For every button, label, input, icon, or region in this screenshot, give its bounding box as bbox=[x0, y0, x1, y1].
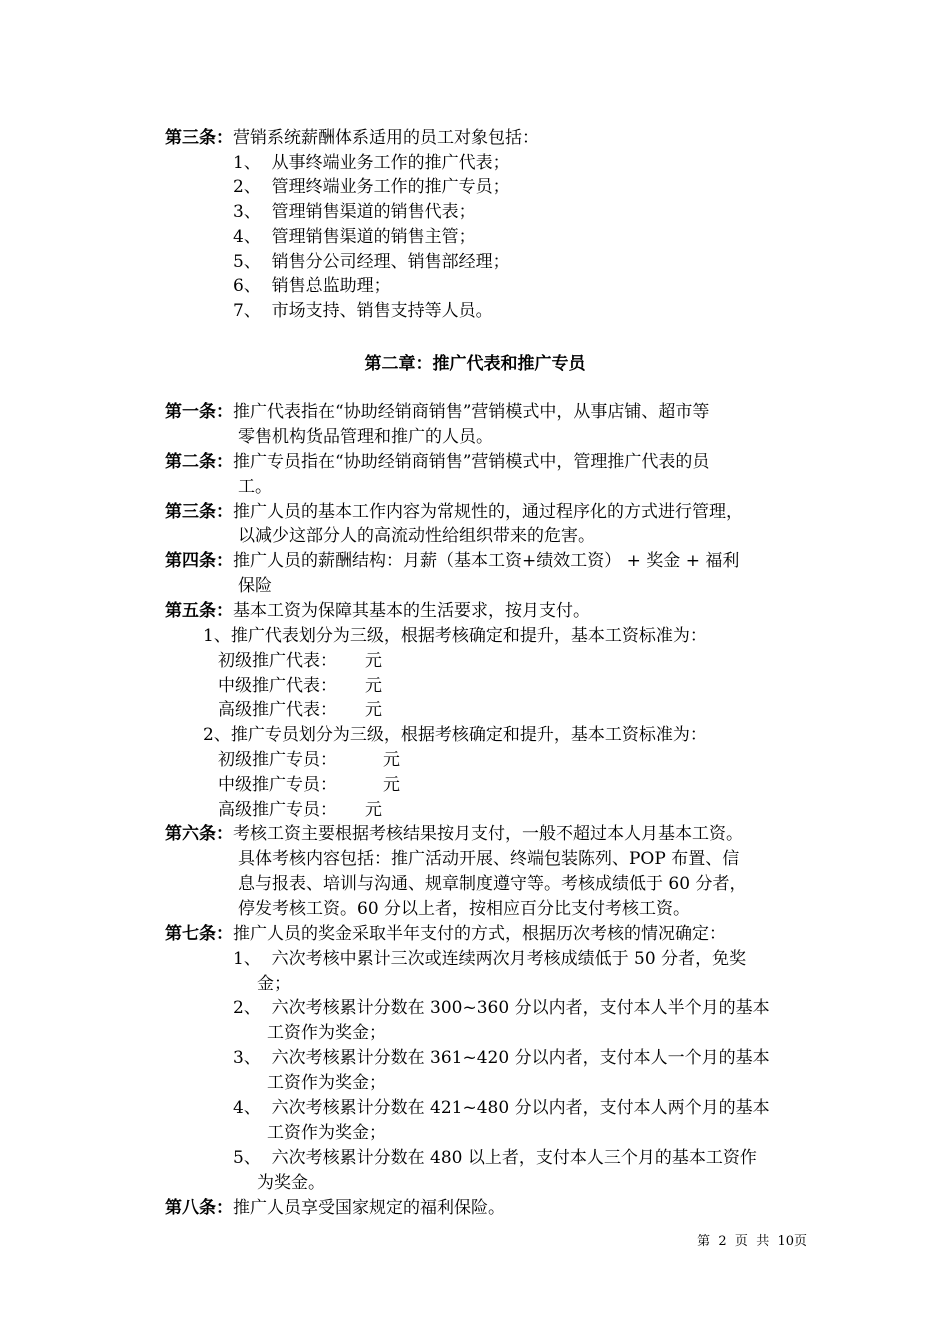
article-3-cont: 以减少这部分人的高流动性给组织带来的危害。 bbox=[238, 526, 595, 546]
article-5-sub2: 2、推广专员划分为三级，根据考核确定和提升，基本工资标准为： bbox=[203, 725, 707, 745]
list-item bbox=[233, 274, 391, 298]
salary-level-row bbox=[218, 698, 382, 722]
list-text: 六次考核累计分数在 361~420 分以内者，支付本人一个月的基本 bbox=[271, 1048, 770, 1068]
list-text: 六次考核累计分数在 480 以上者，支付本人三个月的基本工资作 bbox=[271, 1148, 757, 1168]
level-name: 初级推广代表： bbox=[218, 651, 337, 671]
article-7 bbox=[165, 922, 726, 946]
level-unit: 元 bbox=[383, 750, 400, 770]
bonus-item-cont: 工资作为奖金； bbox=[267, 1023, 386, 1043]
list-text: 管理销售渠道的销售代表； bbox=[271, 202, 476, 222]
article-4-cont: 保险 bbox=[238, 576, 272, 596]
bonus-item bbox=[233, 996, 770, 1020]
list-item bbox=[233, 225, 476, 249]
list-text: 市场支持、销售支持等人员。 bbox=[271, 301, 493, 321]
article-text: 营销系统薪酬体系适用的员工对象包括： bbox=[233, 128, 539, 148]
article-5 bbox=[165, 599, 590, 623]
article-text: 基本工资为保障其基本的生活要求，按月支付。 bbox=[233, 601, 590, 621]
article-1-cont: 零售机构货品管理和推广的人员。 bbox=[238, 427, 493, 447]
article-5-sub1: 1、推广代表划分为三级，根据考核确定和提升，基本工资标准为： bbox=[203, 626, 707, 646]
list-number: 3、 bbox=[233, 1048, 261, 1068]
article-text: 推广专员指在“协助经销商销售”营销模式中，管理推广代表的员 bbox=[233, 452, 710, 472]
bonus-item-cont: 金； bbox=[257, 974, 291, 994]
list-text: 销售总监助理； bbox=[271, 276, 391, 296]
list-item bbox=[233, 299, 493, 323]
list-text: 销售分公司经理、销售部经理； bbox=[271, 252, 510, 272]
bonus-item bbox=[233, 1146, 757, 1170]
article-text: 推广人员的薪酬结构：月薪（基本工资+绩效工资） + 奖金 + 福利 bbox=[233, 551, 740, 571]
article-6-cont: 息与报表、培训与沟通、规章制度遵守等。考核成绩低于 60 分者， bbox=[238, 874, 747, 894]
article-4 bbox=[165, 549, 739, 573]
list-text: 从事终端业务工作的推广代表； bbox=[271, 153, 510, 173]
article-6 bbox=[165, 822, 743, 846]
bonus-item bbox=[233, 1096, 770, 1120]
article-6-cont: 具体考核内容包括：推广活动开展、终端包装陈列、POP 布置、信 bbox=[238, 849, 740, 869]
article-3-intro bbox=[165, 126, 539, 150]
article-text: 推广人员的基本工作内容为常规性的，通过程序化的方式进行管理， bbox=[233, 502, 743, 522]
list-number: 3、 bbox=[233, 202, 261, 222]
list-number: 4、 bbox=[233, 1098, 261, 1118]
article-text: 推广人员的奖金采取半年支付的方式，根据历次考核的情况确定： bbox=[233, 924, 726, 944]
list-number: 5、 bbox=[233, 1148, 261, 1168]
article-3 bbox=[165, 500, 743, 524]
list-number: 7、 bbox=[233, 301, 261, 321]
article-text: 推广人员享受国家规定的福利保险。 bbox=[233, 1198, 505, 1218]
page-number-footer: 第 2 页 共 10页 bbox=[697, 1234, 807, 1249]
article-label: 第四条： bbox=[165, 551, 233, 571]
level-name: 高级推广专员： bbox=[218, 800, 337, 820]
list-item bbox=[233, 175, 510, 199]
article-label: 第六条： bbox=[165, 824, 233, 844]
list-item bbox=[233, 151, 510, 175]
list-number: 2、 bbox=[233, 998, 261, 1018]
level-unit: 元 bbox=[365, 676, 382, 696]
article-label: 第二条： bbox=[165, 452, 233, 472]
list-number: 6、 bbox=[233, 276, 261, 296]
article-2-cont: 工。 bbox=[238, 477, 272, 497]
list-text: 六次考核中累计三次或连续两次月考核成绩低于 50 分者，免奖 bbox=[271, 949, 747, 969]
level-unit: 元 bbox=[365, 800, 382, 820]
article-label: 第七条： bbox=[165, 924, 233, 944]
article-6-cont: 停发考核工资。60 分以上者，按相应百分比支付考核工资。 bbox=[238, 899, 691, 919]
list-item bbox=[233, 200, 476, 224]
salary-level-row bbox=[218, 674, 382, 698]
chapter-title: 第二章：推广代表和推广专员 bbox=[364, 354, 586, 374]
list-number: 1、 bbox=[233, 949, 261, 969]
article-text: 推广代表指在“协助经销商销售”营销模式中，从事店铺、超市等 bbox=[233, 402, 710, 422]
list-number: 5、 bbox=[233, 252, 261, 272]
article-label: 第三条： bbox=[165, 502, 233, 522]
article-label: 第三条： bbox=[165, 128, 233, 148]
salary-level-row bbox=[218, 649, 382, 673]
list-item bbox=[233, 250, 510, 274]
list-number: 2、 bbox=[233, 177, 261, 197]
list-text: 六次考核累计分数在 421~480 分以内者，支付本人两个月的基本 bbox=[271, 1098, 770, 1118]
list-number: 4、 bbox=[233, 227, 261, 247]
level-name: 初级推广专员： bbox=[218, 750, 337, 770]
salary-level-row bbox=[218, 798, 382, 822]
list-text: 六次考核累计分数在 300~360 分以内者，支付本人半个月的基本 bbox=[271, 998, 770, 1018]
level-name: 高级推广代表： bbox=[218, 700, 337, 720]
article-text: 考核工资主要根据考核结果按月支付，一般不超过本人月基本工资。 bbox=[233, 824, 743, 844]
list-text: 管理终端业务工作的推广专员； bbox=[271, 177, 510, 197]
bonus-item bbox=[233, 1046, 770, 1070]
bonus-item bbox=[233, 947, 746, 971]
list-text: 管理销售渠道的销售主管； bbox=[271, 227, 476, 247]
salary-level-row bbox=[218, 773, 400, 797]
list-number: 1、 bbox=[233, 153, 261, 173]
bonus-item-cont: 工资作为奖金； bbox=[267, 1073, 386, 1093]
bonus-item-cont: 工资作为奖金； bbox=[267, 1123, 386, 1143]
article-8 bbox=[165, 1196, 505, 1220]
level-unit: 元 bbox=[365, 700, 382, 720]
salary-level-row bbox=[218, 748, 400, 772]
level-name: 中级推广代表： bbox=[218, 676, 337, 696]
bonus-item-cont: 为奖金。 bbox=[257, 1173, 325, 1193]
level-name: 中级推广专员： bbox=[218, 775, 337, 795]
article-label: 第一条： bbox=[165, 402, 233, 422]
article-2 bbox=[165, 450, 709, 474]
article-label: 第八条： bbox=[165, 1198, 233, 1218]
article-1 bbox=[165, 400, 709, 424]
article-label: 第五条： bbox=[165, 601, 233, 621]
level-unit: 元 bbox=[383, 775, 400, 795]
level-unit: 元 bbox=[365, 651, 382, 671]
